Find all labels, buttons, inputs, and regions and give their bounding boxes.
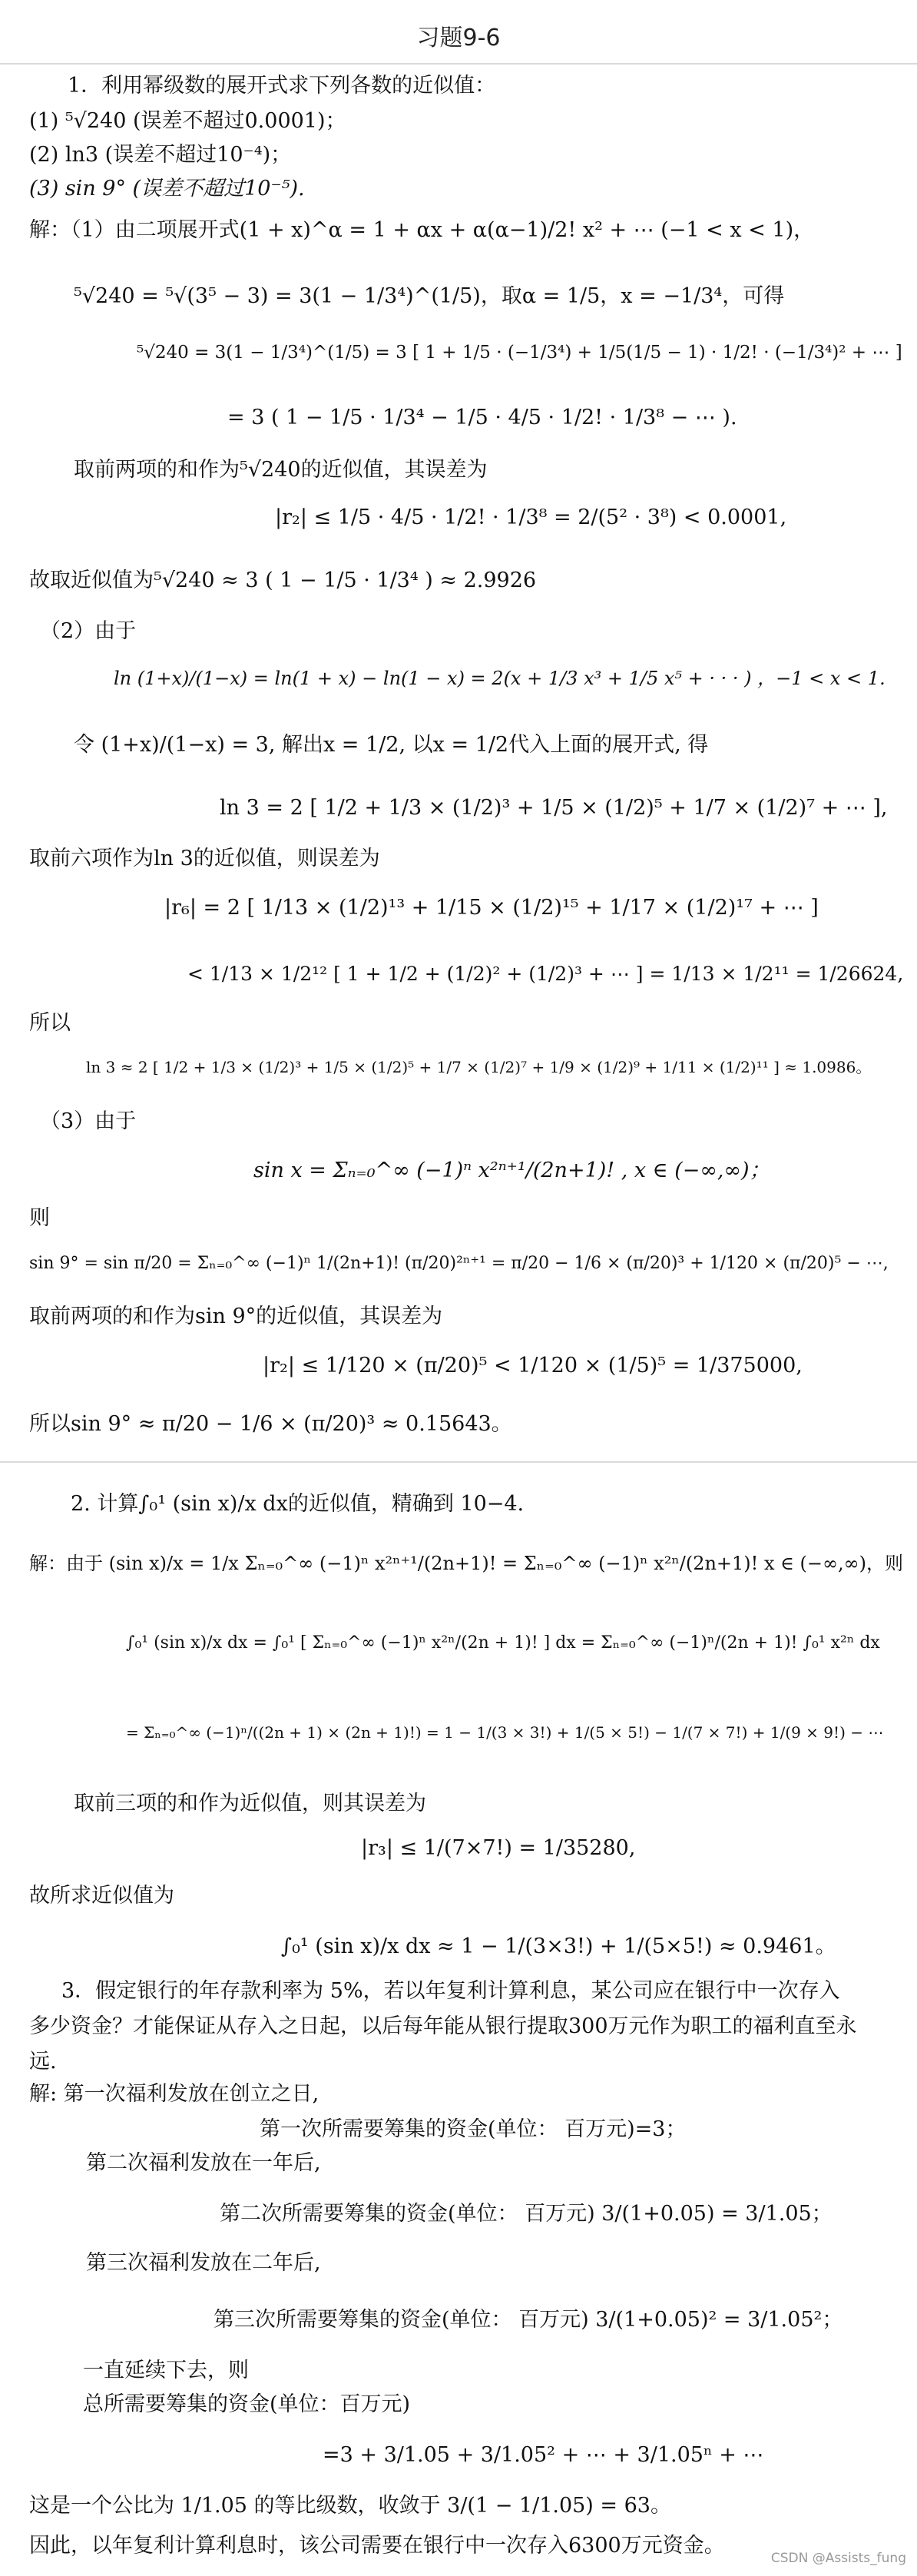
sol1-part3-line-6: |r₂| ≤ 1/120 × (π/20)⁵ < 1/120 × (1/5)⁵ = 1/375000,: [263, 1354, 803, 1378]
sol1-part2-line-7: < 1/13 × 1/2¹² [ 1 + 1/2 + (1/2)² + (1/2)³ + ⋯ ] = 1/13 × 1/2¹¹ = 1/26624,: [187, 963, 904, 985]
sol1-part3-line-4: sin 9° = sin π/20 = Σₙ₌₀^∞ (−1)ⁿ 1/(2n+1)! (π/20)²ⁿ⁺¹ = π/20 − 1/6 × (π/20)³ + 1/120 × (π/20)⁵ − ⋯,: [29, 1254, 889, 1273]
problem2-statement: 2. 计算∫₀¹ (sin x)/x dx的近似值，精确到 10−4.: [71, 1492, 525, 1516]
sol1-part2-line-5: 取前六项作为ln 3的近似值，则误差为: [29, 847, 380, 870]
problem2-line-7: ∫₀¹ (sin x)/x dx ≈ 1 − 1/(3×3!) + 1/(5×5!) ≈ 0.9461。: [281, 1934, 836, 1958]
problem3-statement-line-3: 远.: [29, 2050, 57, 2074]
problem3-line-3: 第二次福利发放在一年后,: [86, 2151, 321, 2175]
problem3-line-1: 解: 第一次福利发放在创立之日,: [29, 2082, 319, 2106]
sol1-part2-line-3: 令 (1+x)/(1−x) = 3, 解出x = 1/2, 以x = 1/2代入上面的展开式, 得: [74, 733, 709, 757]
section-divider: [0, 1461, 917, 1463]
problem1-item-1: (1) ⁵√240 (误差不超过0.0001)；: [29, 109, 346, 133]
problem3-line-6: 第三次所需要筹集的资金(单位： 百万元) 3/(1+0.05)² = 3/1.05²；: [214, 2308, 843, 2332]
sol1-part3-line-1: （3）由于: [40, 1109, 137, 1133]
problem3-statement-line-1: 3．假定银行的年存款利率为 5%，若以年复利计算利息，某公司应在银行中一次存入: [61, 1979, 840, 2003]
page-title: 习题9-6: [416, 25, 501, 51]
sol1-part1-line-3: ⁵√240 = 3(1 − 1/3⁴)^(1/5) = 3 [ 1 + 1/5 · (−1/3⁴) + 1/5(1/5 − 1) · 1/2! · (−1/3⁴)² + ⋯ ]: [137, 343, 902, 363]
page-header: [0, 0, 917, 65]
problem2-line-3: = Σₙ₌₀^∞ (−1)ⁿ/((2n + 1) × (2n + 1)!) = 1 − 1/(3 × 3!) + 1/(5 × 5!) − 1/(7 × 7!) + 1/(9 × 9!) − ⋯: [126, 1723, 884, 1742]
problem2-line-2: ∫₀¹ (sin x)/x dx = ∫₀¹ [ Σₙ₌₀^∞ (−1)ⁿ x²ⁿ/(2n + 1)! ] dx = Σₙ₌₀^∞ (−1)ⁿ/(2n + 1)! ∫₀¹ x²ⁿ dx: [126, 1633, 880, 1653]
sol1-part1-line-5: 取前两项的和作为⁵√240的近似值，其误差为: [74, 458, 488, 482]
sol1-part2-line-8: 所以: [29, 1011, 71, 1035]
problem3-line-5: 第三次福利发放在二年后,: [86, 2251, 321, 2275]
problem3-line-8: 总所需要筹集的资金(单位：百万元): [83, 2392, 411, 2416]
sol1-part1-line-7: 故取近似值为⁵√240 ≈ 3 ( 1 − 1/5 · 1/3⁴ ) ≈ 2.9926: [29, 569, 537, 592]
sol1-part1-line-1: 解：（1）由二项展开式(1 + x)^α = 1 + αx + α(α−1)/2! x² + ⋯ (−1 < x < 1)，: [29, 218, 815, 242]
problem3-line-4: 第二次所需要筹集的资金(单位： 百万元) 3/(1+0.05) = 3/1.05；: [220, 2202, 833, 2226]
sol1-part3-line-7: 所以sin 9° ≈ π/20 − 1/6 × (π/20)³ ≈ 0.15643。: [29, 1412, 512, 1436]
sol1-part1-line-4: = 3 ( 1 − 1/5 · 1/3⁴ − 1/5 · 4/5 · 1/2! · 1/3⁸ − ⋯ ).: [227, 406, 737, 429]
sol1-part2-line-2: ln (1+x)/(1−x) = ln(1 + x) − ln(1 − x) = 2(x + 1/3 x³ + 1/5 x⁵ + · · · ) ，−1 < x < 1.: [114, 668, 886, 689]
problem3-line-2: 第一次所需要筹集的资金(单位： 百万元)=3；: [260, 2117, 687, 2141]
problem2-line-6: 故所求近似值为: [29, 1884, 174, 1908]
sol1-part2-line-4: ln 3 = 2 [ 1/2 + 1/3 × (1/2)³ + 1/5 × (1/2)⁵ + 1/7 × (1/2)⁷ + ⋯ ],: [220, 796, 888, 820]
sol1-part3-line-5: 取前两项的和作为sin 9°的近似值，其误差为: [29, 1305, 443, 1328]
sol1-part1-line-6: |r₂| ≤ 1/5 · 4/5 · 1/2! · 1/3⁸ = 2/(5² · 3⁸) < 0.0001,: [275, 506, 787, 529]
problem2-line-5: |r₃| ≤ 1/(7×7!) = 1/35280,: [361, 1836, 636, 1860]
watermark: CSDN @Assists_fung: [770, 2551, 906, 2566]
problem2-line-1: 解：由于 (sin x)/x = 1/x Σₙ₌₀^∞ (−1)ⁿ x²ⁿ⁺¹/(2n+1)! = Σₙ₌₀^∞ (−1)ⁿ x²ⁿ/(2n+1)! x ∈ (−∞,∞)，则: [29, 1553, 903, 1574]
problem1-item-2: (2) ln3 (误差不超过10⁻⁴)；: [29, 143, 292, 167]
sol1-part3-line-3: 则: [29, 1206, 50, 1230]
sol1-part2-line-1: （2）由于: [40, 619, 137, 643]
sol1-part2-line-6: |r₆| = 2 [ 1/13 × (1/2)¹³ + 1/15 × (1/2)¹⁵ + 1/17 × (1/2)¹⁷ + ⋯ ]: [164, 896, 819, 920]
problem1-item-3: (3) sin 9° (误差不超过10⁻⁵).: [29, 177, 305, 201]
problem3-line-10: 这是一个公比为 1/1.05 的等比级数，收敛于 3/(1 − 1/1.05) = 63。: [29, 2494, 671, 2518]
problem3-line-7: 一直延续下去，则: [83, 2359, 249, 2382]
sol1-part3-line-2: sin x = Σₙ₌₀^∞ (−1)ⁿ x²ⁿ⁺¹/(2n+1)! , x ∈ (−∞,∞)；: [253, 1159, 770, 1182]
sol1-part1-line-2: ⁵√240 = ⁵√(3⁵ − 3) = 3(1 − 1/3⁴)^(1/5)，取α = 1/5，x = −1/3⁴，可得: [74, 284, 785, 308]
problem2-line-4: 取前三项的和作为近似值，则其误差为: [74, 1792, 426, 1815]
problem1-statement: 1．利用幂级数的展开式求下列各数的近似值：: [68, 74, 496, 98]
sol1-part2-line-9: ln 3 ≈ 2 [ 1/2 + 1/3 × (1/2)³ + 1/5 × (1/2)⁵ + 1/7 × (1/2)⁷ + 1/9 × (1/2)⁹ + 1/11 × (1/2)¹¹ ] ≈ 1.0986。: [86, 1058, 872, 1076]
problem3-statement-line-2: 多少资金？才能保证从存入之日起，以后每年能从银行提取300万元作为职工的福利直至永: [29, 2014, 857, 2038]
problem3-line-9: =3 + 3/1.05 + 3/1.05² + ⋯ + 3/1.05ⁿ + ⋯: [323, 2443, 764, 2467]
problem3-line-11: 因此，以年复利计算利息时，该公司需要在银行中一次存入6300万元资金。: [29, 2534, 725, 2558]
